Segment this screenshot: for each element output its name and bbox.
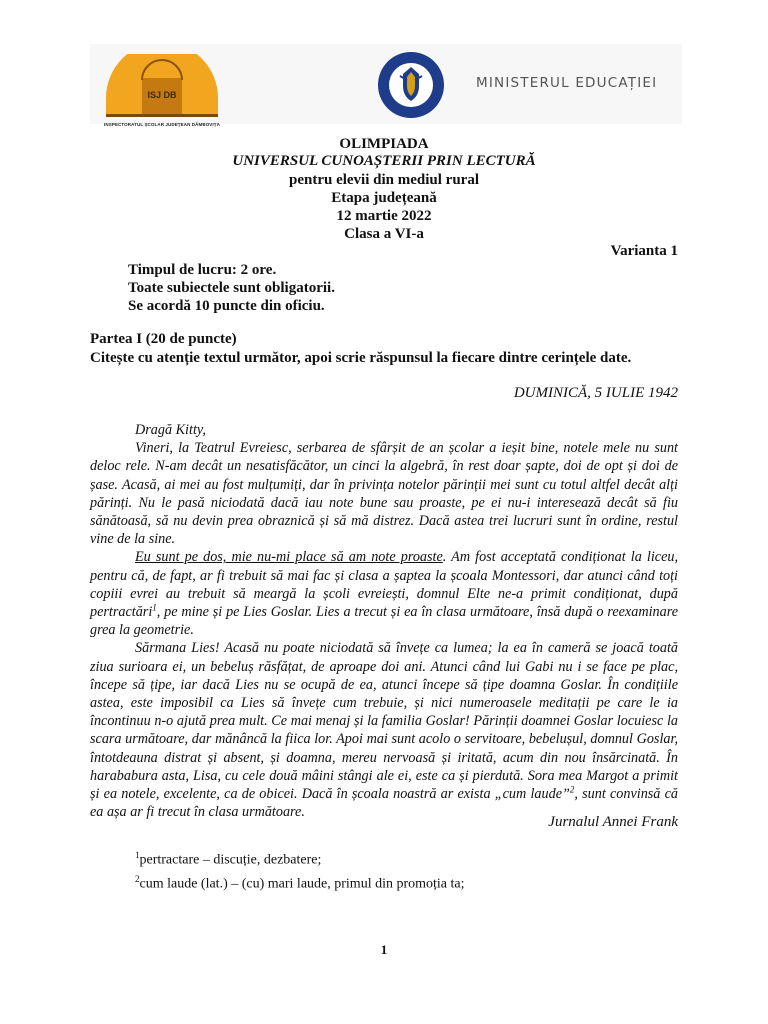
paragraph-3-text-a: Sărmana Lies! Acasă nu poate niciodată să învețe ca lumea; la ea în cameră se joacă toată ziua surioara ei, un bebeluș răsfățat, de aproape doi ani. Atunci când lui Gabi nu i se face pe plac, începe să țipe, iar dacă Lies nu se ocupă de ea, atunci începe să țipe doamna Goslar. În condițiile astea, este imposibil ca Lies să învețe cum trebuie, și nici numeroasele meditații pe care le ia încontinuu n-o ajută prea mult. Ce mai menaj și la familia Goslar! Părinții doamnei Goslar locuiesc la scara următoare, dar mănâncă la fiica lor. Apoi mai sunt acolo o servitoare, bebelușul, domnul Goslar, întotdeauna distrat și absent, și doamna, mereu nervoasă și iritată, acum din nou însărcinată. În harababura asta, Lisa, cu cele două mâini stângi ale ei, este ca și pierdută. Sora mea Margot a primit și ea notele, excelente, ca de obicei. Dacă în școala noastră ar exista „cum laude” (90, 640, 678, 803)
footnote-number: 2 (135, 873, 140, 884)
letter-paragraph-1: Vineri, la Teatrul Evreiesc, serbarea de sfârșit de an școlar a ieșit bine, notele mele nu sunt deloc rele. N-am decât un nesatisfăcător, un cinci la algebră, în rest doar șapte, doi de opt și doi de șase. Acasă, ai mei au fost mulțumiți, dar în privința notelor părinții mei sunt cu totul altfel decât alți părinți. Nu le pasă niciodată dacă iau note bune sau proaste, pe ei nu-i interesează decât să fiu sănătoasă, să nu devin prea obraznică și să mă distrez. Dacă astea trei lucruri sunt în ordine, restul vine de la sine. (90, 440, 678, 548)
paragraph-2-text-a: . Am fost acceptată condiționat la liceu, pentru că, de fapt, ar fi trebuit să mai fac și clasa a șaptea la școala Montessori, dar atunci când toți copiii evrei au trebuit să meargă la școli evreiești, domnul Elte ne-a primit condiționat, după pertractări (90, 549, 679, 621)
letter-date: DUMINICĂ, 5 IULIE 1942 (513, 385, 678, 401)
isj-sun-arch-icon (102, 54, 230, 120)
header-banner (90, 44, 682, 127)
romania-coat-of-arms-icon (376, 50, 446, 120)
variant-label: Varianta 1 (610, 243, 678, 259)
footnote-2 (135, 870, 465, 894)
footnote-1 (135, 846, 465, 870)
footnote-number: 1 (135, 850, 140, 860)
isj-logo-abbr: ISJ DB (147, 90, 177, 100)
government-seal (376, 50, 446, 120)
ministry-name: MINISTERUL EDUCAȚIEI (476, 75, 658, 91)
paragraph-2-text-b: , pe mine și pe Lies Goslar. Lies a trecut și ea în clasa următoare, însă după o reexaminare grea la geometrie. (90, 604, 678, 639)
letter-paragraph-3 (90, 639, 678, 821)
instruction-time: Timpul de lucru: 2 ore. (128, 262, 277, 278)
footnote-ref-2: 2 (569, 784, 575, 795)
text-source: Jurnalul Annei Frank (548, 814, 678, 830)
olympiad-stage: Etapa județeană (331, 190, 437, 206)
part1-title: Partea I (20 de puncte) (90, 331, 237, 347)
footnote-text: cum laude (lat.) – (cu) mari laude, primul din promoția ta; (139, 876, 465, 892)
footnote-ref-1: 1 (152, 602, 157, 613)
instruction-points: Se acordă 10 puncte din oficiu. (128, 298, 325, 314)
olympiad-date: 12 martie 2022 (336, 208, 432, 224)
instruction-mandatory: Toate subiectele sunt obligatorii. (128, 280, 335, 296)
footnotes (135, 846, 465, 893)
page-number: 1 (380, 942, 388, 957)
isj-logo (102, 54, 230, 127)
letter-body (90, 421, 678, 821)
olympiad-title: OLIMPIADA (339, 136, 429, 152)
olympiad-name: UNIVERSUL CUNOAȘTERII PRIN LECTURĂ (232, 153, 536, 169)
letter-salutation: Dragă Kitty, (135, 422, 206, 438)
olympiad-grade: Clasa a VI-a (344, 226, 424, 242)
underlined-sentence: Eu sunt pe dos, mie nu-mi place să am note proaste (135, 549, 443, 566)
paragraph-3-text-b: , sunt convinsă că ea așa ar fi trecut în clasa următoare. (90, 786, 678, 821)
isj-logo-fullname: INSPECTORATUL ȘCOLAR JUDEȚEAN DÂMBOVIȚA (104, 122, 220, 127)
footnote-text: pertractare – discuție, dezbatere; (139, 852, 322, 868)
letter-paragraph-2 (90, 548, 678, 639)
part1-instruction: Citește cu atenție textul următor, apoi scrie răspunsul la fiecare dintre cerințele date. (90, 350, 632, 366)
olympiad-audience: pentru elevii din mediul rural (288, 172, 479, 188)
